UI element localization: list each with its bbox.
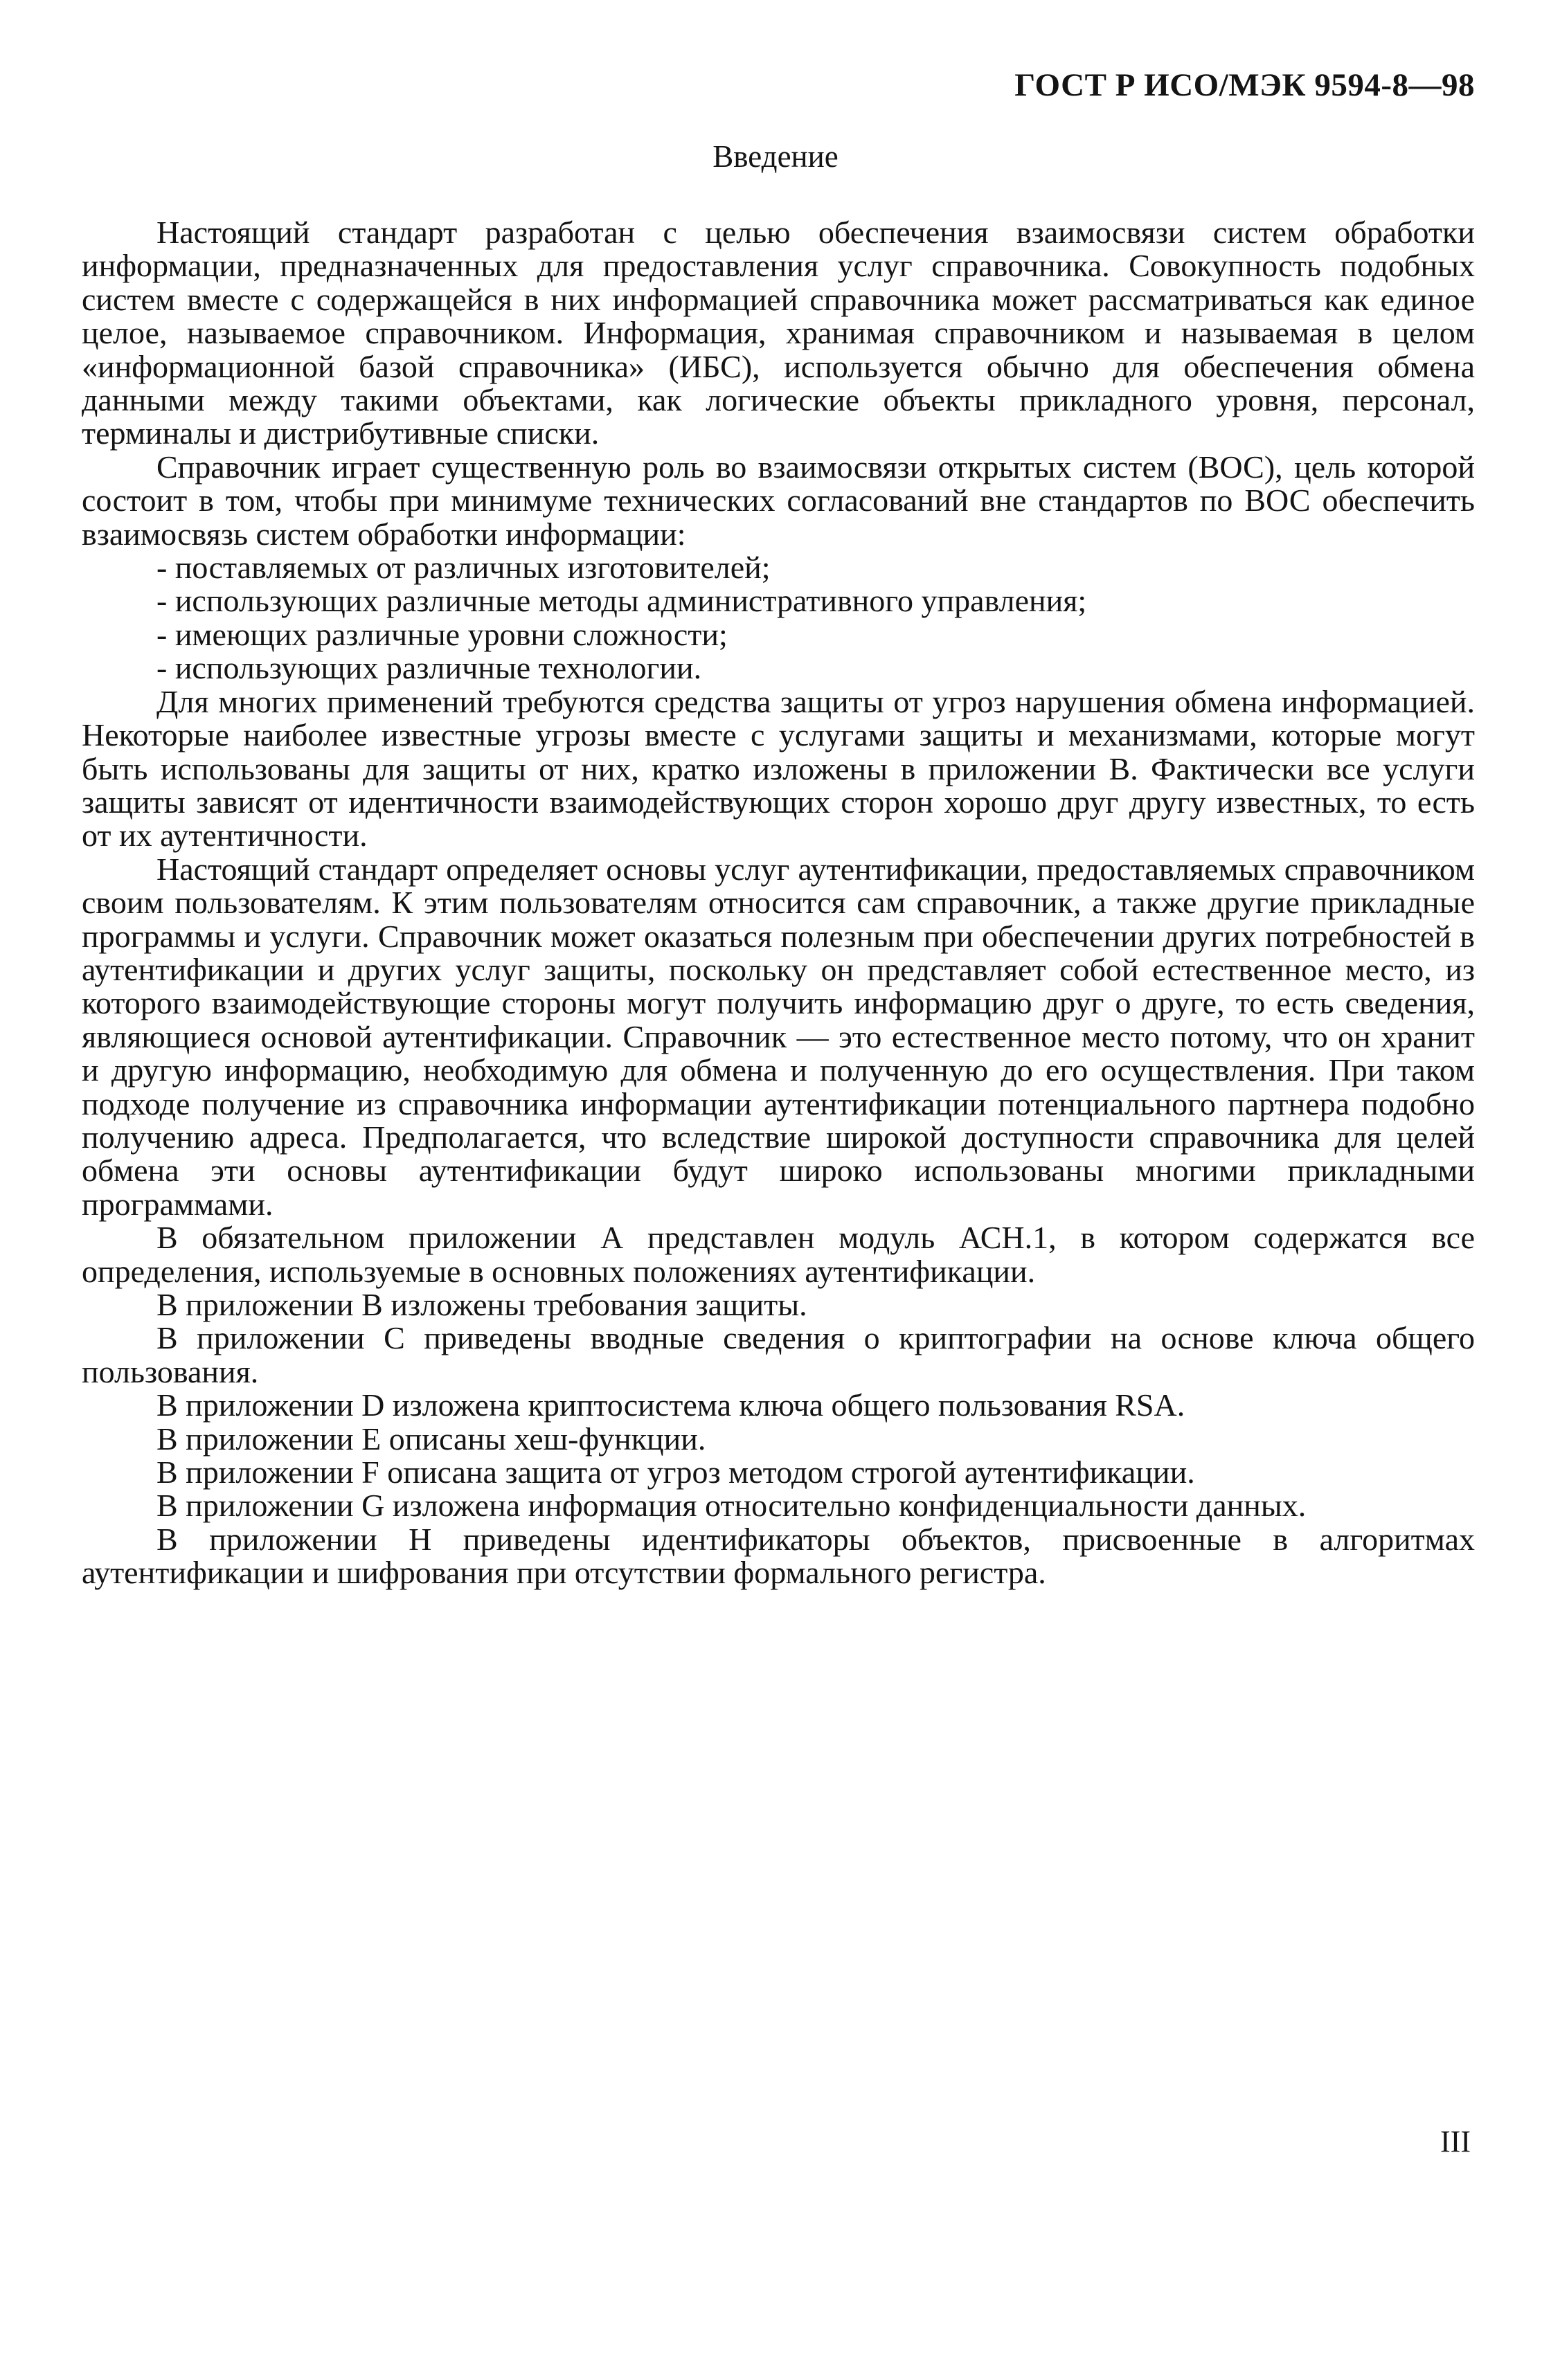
page-number: III bbox=[1440, 2125, 1471, 2158]
paragraph: Настоящий стандарт определяет основы услуг аутентификации, предоставляемых справочником своим пользователям. К этим пользователям относится сам справочник, а также другие прикладные программы и услуги. Справочник может оказаться полезным при обеспечении других потребностей в аутентификации и других услуг защиты, поскольку он представляет собой естественное место, из которого взаимодействующие стороны могут получить информацию друг о друге, то есть сведения, являющиеся основой аутентификации. Справочник — это естественное место потому, что он хранит и другую информацию, необходимую для обмена и полученную до его осуществления. При таком подходе получение из справочника информации аутентификации потенциального партнера подобно получению адреса. Предполагается, что вследствие широкой доступности справочника для целей обмена эти основы аутентификации будут широко использованы многими прикладными программами. bbox=[82, 851, 1475, 1222]
paragraph: В приложении С приведены вводные сведения о криптографии на основе ключа общего пользования. bbox=[82, 1320, 1475, 1389]
list-item: - использующих различные методы административного управления; bbox=[156, 583, 1087, 619]
list-item: - имеющих различные уровни сложности; bbox=[156, 616, 728, 652]
paragraph: В обязательном приложении А представлен модуль АСН.1, в котором содержатся все определения, используемые в основных положениях аутентификации. bbox=[82, 1220, 1475, 1289]
standard-header: ГОСТ Р ИСО/МЭК 9594-8—98 bbox=[1014, 67, 1475, 103]
paragraph: В приложении H приведены идентификаторы объектов, присвоенные в алгоритмах аутентификации и шифрования при отсутствии формального регистра. bbox=[82, 1521, 1475, 1591]
paragraph: В приложении G изложена информация относительно конфиденциальности данных. bbox=[156, 1488, 1307, 1524]
list-item: - использующих различные технологии. bbox=[156, 650, 702, 686]
paragraph: В приложении В изложены требования защиты. bbox=[156, 1287, 807, 1322]
paragraph: В приложении D изложена криптосистема ключа общего пользования RSA. bbox=[156, 1387, 1185, 1423]
list-item: - поставляемых от различных изготовителей; bbox=[156, 550, 771, 586]
paragraph: В приложении Е описаны хеш-функции. bbox=[156, 1421, 706, 1457]
paragraph: В приложении F описана защита от угроз методом строгой аутентификации. bbox=[156, 1454, 1195, 1490]
paragraph: Для многих применений требуются средства защиты от угроз нарушения обмена информацией. Некоторые наиболее известные угрозы вместе с услугами защиты и механизмами, которые могут быть использованы для защиты от них, кратко изложены в приложении В. Фактически все услуги защиты зависят от идентичности взаимодействующих сторон хорошо друг другу известных, то есть от их аутентичности. bbox=[82, 683, 1475, 854]
paragraph: Настоящий стандарт разработан с целью обеспечения взаимосвязи систем обработки информации, предназначенных для предоставления услуг справочника. Совокупность подобных систем вместе с содержащейся в них информацией справочника может рассматриваться как единое целое, называемое справочником. Информация, хранимая справочником и называемая в целом «информационной базой справочника» (ИБС), используется обычно для обеспечения обмена данными между такими объектами, как логические объекты прикладного уровня, персонал, терминалы и дистрибутивные списки. bbox=[82, 215, 1475, 451]
section-title: Введение bbox=[712, 139, 839, 174]
body-text bbox=[82, 216, 1475, 1590]
paragraph: Справочник играет существенную роль во взаимосвязи открытых систем (ВОС), цель которой состоит в том, чтобы при минимуме технических согласований вне стандартов по ВОС обеспечить взаимосвязь систем обработки информации: bbox=[82, 449, 1475, 552]
